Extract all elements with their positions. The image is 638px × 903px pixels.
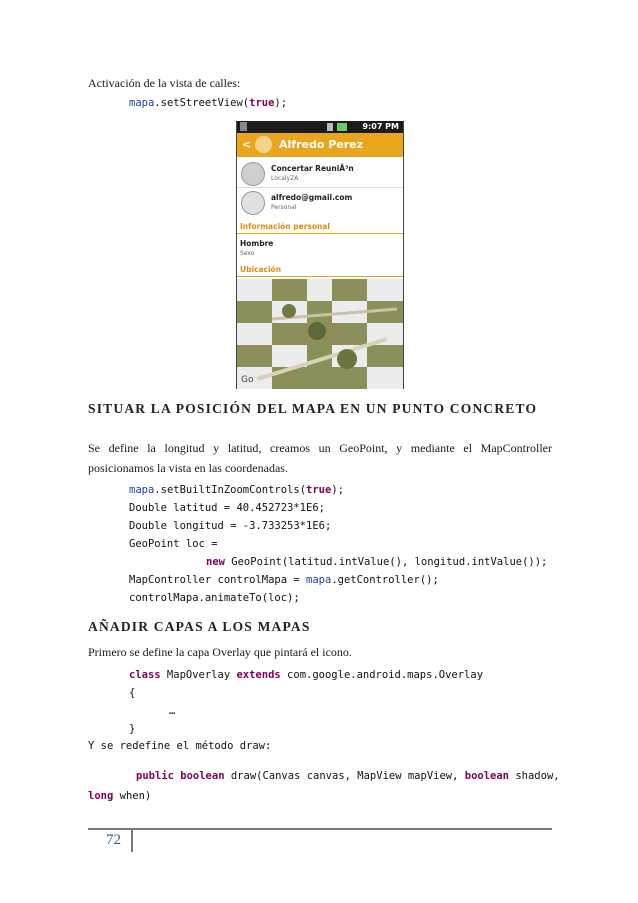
code-keyword: new [206,556,225,568]
section-heading: AÑADIR CAPAS A LOS MAPAS [88,619,311,634]
google-logo: Go [241,375,254,385]
email-row[interactable] [237,188,403,216]
code-overlay-class [129,666,483,738]
back-icon[interactable]: < [242,138,252,151]
code-keyword: class [129,669,161,681]
code-token: when) [113,790,152,802]
section-divider [237,276,403,277]
code-keyword: true [306,484,332,496]
meeting-icon [241,162,265,186]
code-keyword: boolean [464,770,510,782]
contact-name: Alfredo Perez [279,138,364,151]
contact-title-bar [237,133,403,157]
code-line: Double latitud = 40.452723*1E6; [129,502,325,514]
section-divider [237,233,403,234]
status-bar [237,121,403,133]
code-keyword: boolean [180,770,225,782]
notification-icon [240,122,247,131]
code-keyword: true [249,97,275,109]
code-token: MapOverlay [160,669,237,681]
code-token: shadow, [509,770,560,782]
overlay-paragraph: Primero se define la capa Overlay que pintará el icono. [88,645,352,659]
code-token: ); [274,97,288,109]
contact-avatar-icon [255,136,272,153]
code-token: .getController(); [331,574,439,586]
section-personal-info: Información personal [240,222,330,231]
draw-paragraph: Y se redefine el método draw: [88,740,272,752]
code-keyword: extends [236,669,281,681]
gender-row [237,239,403,261]
code-keyword: public [136,770,174,782]
map-view[interactable] [237,279,403,389]
code-keyword: long [88,790,114,802]
footer-rule [88,828,552,830]
email-type: Personal [271,204,297,211]
section-heading: SITUAR LA POSICIÓN DEL MAPA EN UN PUNTO CONCRETO [88,401,538,416]
code-street-view [129,97,287,109]
gender-label: Sexo [240,250,255,257]
section-location: Ubicación [240,265,282,274]
code-line: controlMapa.animateTo(loc); [129,592,300,604]
code-token: MapController controlMapa = [129,574,307,586]
code-line [88,786,560,806]
code-token: GeoPoint(latitud.intValue(), longitud.intValue()); [224,556,548,568]
code-line [129,666,483,684]
meeting-title: Concertar ReuniÃ³n [271,164,354,173]
code-line [129,571,547,589]
code-line [129,481,547,499]
code-line: … [169,705,176,717]
code-token: mapa [129,484,155,496]
email-icon [241,191,265,215]
code-geopoint [129,481,547,607]
code-line: GeoPoint loc = [129,538,218,550]
code-line: Double longitud = -3.733253*1E6; [129,520,332,532]
code-line: } [129,723,136,735]
page-number: 72 [106,832,121,848]
footer-divider [131,830,133,852]
code-line [88,766,560,786]
meeting-row[interactable] [237,159,403,188]
code-token: .setStreetView( [154,97,250,109]
code-token: com.google.android.maps.Overlay [280,669,484,681]
signal-icon [327,123,333,131]
code-token: mapa [129,97,155,109]
code-line [129,553,547,571]
gender-value: Hombre [240,239,274,248]
battery-icon [337,123,347,131]
code-draw-method [88,766,560,806]
map-tiles [237,279,403,389]
meeting-subtitle: LocalyZA [271,175,299,182]
android-screenshot [236,121,404,389]
email-address: alfredo@gmail.com [271,193,353,202]
intro-paragraph: Activación de la vista de calles: [88,76,241,90]
code-token: .setBuiltInZoomControls( [154,484,307,496]
code-line: { [129,687,136,699]
code-token: ); [331,484,344,496]
code-token: mapa [306,574,332,586]
code-token: draw(Canvas canvas, MapView mapView, [224,770,465,782]
status-time: 9:07 PM [362,122,399,131]
geopoint-paragraph: Se define la longitud y latitud, creamos un GeoPoint, y mediante el MapController posicionamos la vista en las coordenadas. [88,441,552,475]
